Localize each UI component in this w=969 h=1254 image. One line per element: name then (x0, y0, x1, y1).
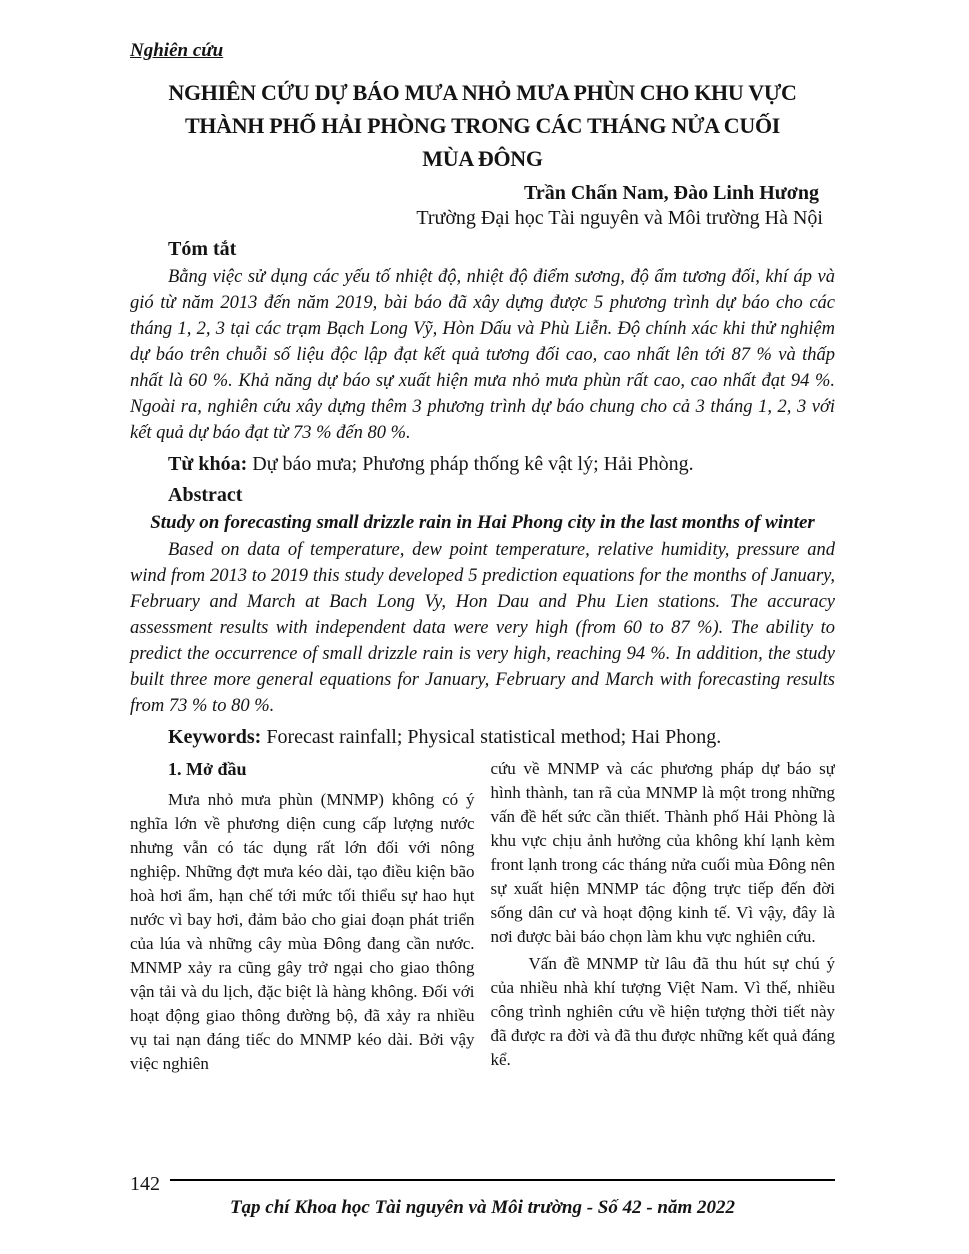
abstract-vi-heading: Tóm tắt (168, 238, 237, 260)
keywords-en-text: Forecast rainfall; Physical statistical method; Hai Phong. (261, 726, 722, 748)
article-title (130, 76, 835, 175)
keywords-en-label: Keywords: (168, 726, 262, 748)
keywords-vi-label: Từ khóa: (168, 453, 248, 475)
abstract-en-body: Based on data of temperature, dew point temperature, relative humidity, pressure and wind from 2013 to 2019 this study developed 5 prediction equations for the months of January, February and March at Bach Long Vy, Hon Dau and Phu Lien stations. The accuracy assessment results with independent data were very high (from 60 to 87 %). The ability to predict the occurrence of small drizzle rain is very high, reaching 94 %. In addition, the study built three more general equations for January, February and March with forecasting results from 73 % to 80 %. (130, 540, 835, 716)
section-1-left-paragraph: Mưa nhỏ mưa phùn (MNMP) không có ý nghĩa lớn về phương diện cung cấp lượng nước nhưng vẫn có tác dụng rất lớn đối với nông nghiệp. Những đợt mưa kéo dài, tạo điều kiện bão hoà hơi ẩm, hạn chế tới mức tối thiểu sự hao hụt nước vì bay hơi, đảm bảo cho giai đoạn phát triển của lúa và những cây mùa Đông đang cần nước. MNMP xảy ra cũng gây trở ngại cho giao thông vận tải và du lịch, đặc biệt là hàng không. Đối với hoạt động giao thông đường bộ, đã xảy ra nhiều vụ tai nạn đáng tiếc do MNMP kéo dài. Bởi vậy việc nghiên (130, 790, 475, 1073)
section-1-right-paragraph-1: cứu về MNMP và các phương pháp dự báo sự hình thành, tan rã của MNMP là một trong những vấn đề hết sức cần thiết. Thành phố Hải Phòng là khu vực chịu ảnh hưởng của không khí lạnh kèm front lạnh trong các tháng nửa cuối mùa Đông nên sự xuất hiện MNMP tác động trực tiếp đến đời sống dân cư và hoạt động kinh tế. Vì vậy, đây là nơi được bài báo chọn làm khu vực nghiên cứu. (490, 759, 835, 946)
abstract-en-heading: Abstract (168, 484, 243, 506)
running-head: Nghiên cứu (130, 40, 224, 61)
right-column (491, 757, 836, 1153)
abstract-vi-body: Bằng việc sử dụng các yếu tố nhiệt độ, nhiệt độ điểm sương, độ ẩm tương đối, khí áp và gió từ năm 2013 đến năm 2019, bài báo đã xây dựng được 5 phương trình dự báo cho các tháng 1, 2, 3 tại các trạm Bạch Long Vỹ, Hòn Dấu và Phù Liễn. Độ chính xác khi thử nghiệm dự báo trên chuỗi số liệu độc lập đạt kết quả tương đối cao, cao nhất lên tới 87 % và thấp nhất là 60 %. Khả năng dự báo sự xuất hiện mưa nhỏ mưa phùn rất cao, cao nhất đạt 94 %. Ngoài ra, nghiên cứu xây dựng thêm 3 phương trình dự báo chung cho cả 3 tháng 1, 2, 3 với kết quả dự báo đạt từ 73 % đến 80 %. (130, 267, 835, 443)
keywords-en (130, 725, 835, 749)
abstract-en-subtitle: Study on forecasting small drizzle rain in Hai Phong city in the last months of winter (150, 512, 815, 533)
footer-row (130, 1172, 835, 1196)
affiliation: Trường Đại học Tài nguyên và Môi trường Hà Nội (416, 207, 823, 229)
footer-divider (170, 1179, 835, 1181)
article-title-line-2: THÀNH PHỐ HẢI PHÒNG TRONG CÁC THÁNG NỬA CUỐI (184, 113, 781, 138)
page-number: 142 (130, 1173, 160, 1195)
keywords-vi (130, 452, 835, 476)
keywords-vi-text: Dự báo mưa; Phương pháp thống kê vật lý; Hải Phòng. (247, 453, 694, 475)
journal-line: Tạp chí Khoa học Tài nguyên và Môi trường - Số 42 - năm 2022 (229, 1197, 736, 1218)
section-1-right-paragraph-2: Vấn đề MNMP từ lâu đã thu hút sự chú ý của nhiều nhà khí tượng Việt Nam. Vì thế, nhiều công trình nghiên cứu về hiện tượng thời tiết này đã được ra đời và đã thu được những kết quả đáng kể. (490, 954, 835, 1069)
page-footer (130, 1172, 835, 1220)
two-column-body (130, 757, 835, 1153)
left-column (130, 757, 475, 1153)
section-1-heading: 1. Mở đầu (168, 759, 247, 779)
article-title-line-1: NGHIÊN CỨU DỰ BÁO MƯA NHỎ MƯA PHÙN CHO KHU VỰC (168, 80, 797, 105)
authors: Trần Chấn Nam, Đào Linh Hương (524, 182, 819, 204)
article-title-line-3: MÙA ĐÔNG (422, 146, 543, 171)
